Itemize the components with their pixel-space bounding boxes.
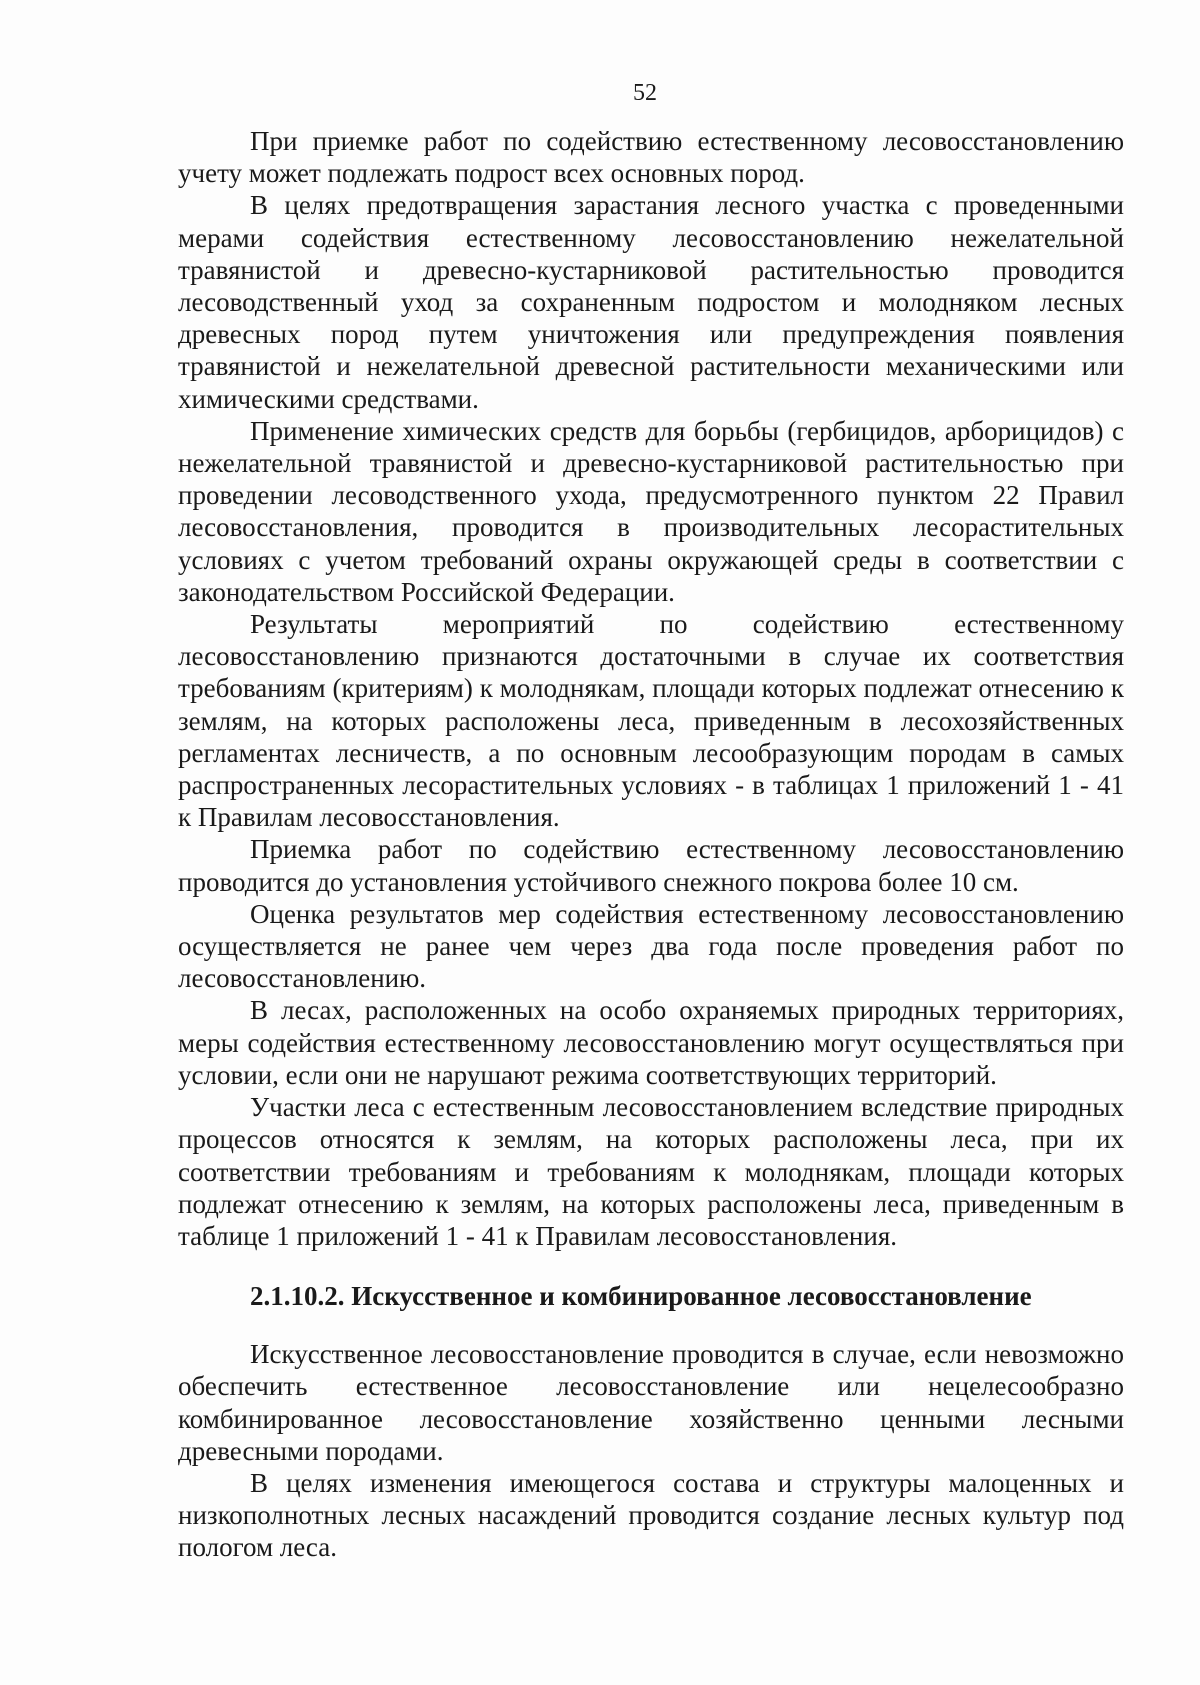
page-number: 52 <box>633 80 657 106</box>
paragraph: Приемка работ по содействию естественному лесовосстановлению проводится до установления устойчивого снежного покрова более 10 см. <box>178 834 1124 897</box>
paragraph: Применение химических средств для борьбы (гербицидов, арборицидов) с нежелательной травянистой и древесно-кустарниковой растительностью при проведении лесоводственного ухода, предусмотренного пунктом 22 Правил лесовосстановления, проводится в производительных лесорастительных условиях с учетом требований охраны окружающей среды в соответствии с законодательством Российской Федерации. <box>178 415 1124 607</box>
document-body <box>178 125 1124 1564</box>
paragraph: В целях предотвращения зарастания лесного участка с проведенными мерами содействия естественному лесовосстановлению нежелательной травянистой и древесно-кустарниковой растительностью проводится лесоводственный уход за сохраненным подростом и молодняком лесных древесных пород путем уничтожения или предупреждения появления травянистой и нежелательной древесной растительности механическими или химическими средствами. <box>178 190 1124 414</box>
paragraph: В лесах, расположенных на особо охраняемых природных территориях, меры содействия естественному лесовосстановлению могут осуществляться при условии, если они не нарушают режима соответствующих территорий. <box>178 995 1124 1090</box>
paragraph: Участки леса с естественным лесовосстановлением вследствие природных процессов относятся к землям, на которых расположены леса, при их соответствии требованиям и требованиям к молоднякам, площади которых подлежат отнесению к землям, на которых расположены леса, приведенным в таблице 1 приложений 1 - 41 к Правилам лесовосстановления. <box>178 1092 1124 1251</box>
paragraph: Оценка результатов мер содействия естественному лесовосстановлению осуществляется не ранее чем через два года после проведения работ по лесовосстановлению. <box>178 898 1124 994</box>
section-heading: 2.1.10.2. Искусственное и комбинированное лесовосстановление <box>250 1281 1032 1312</box>
paragraph: Результаты мероприятий по содействию естественному лесовосстановлению признаются достаточными в случае их соответствия требованиям (критериям) к молоднякам, площади которых подлежат отнесению к землям, на которых расположены леса, приведенным в лесохозяйственных регламентах лесничеств, а по основным лесообразующим породам в самых распространенных лесорастительных условиях - в таблицах 1 приложений 1 - 41 к Правилам лесовосстановления. <box>178 609 1124 833</box>
paragraph: В целях изменения имеющегося состава и структуры малоценных и низкополнотных лесных насаждений проводится создание лесных культур под пологом леса. <box>178 1467 1124 1563</box>
paragraph: Искусственное лесовосстановление проводится в случае, если невозможно обеспечить естественное лесовосстановление или нецелесообразно комбинированное лесовосстановление хозяйственно ценными лесными древесными породами. <box>178 1339 1124 1466</box>
paragraph: При приемке работ по содействию естественному лесовосстановлению учету может подлежать подрост всех основных пород. <box>178 126 1124 189</box>
